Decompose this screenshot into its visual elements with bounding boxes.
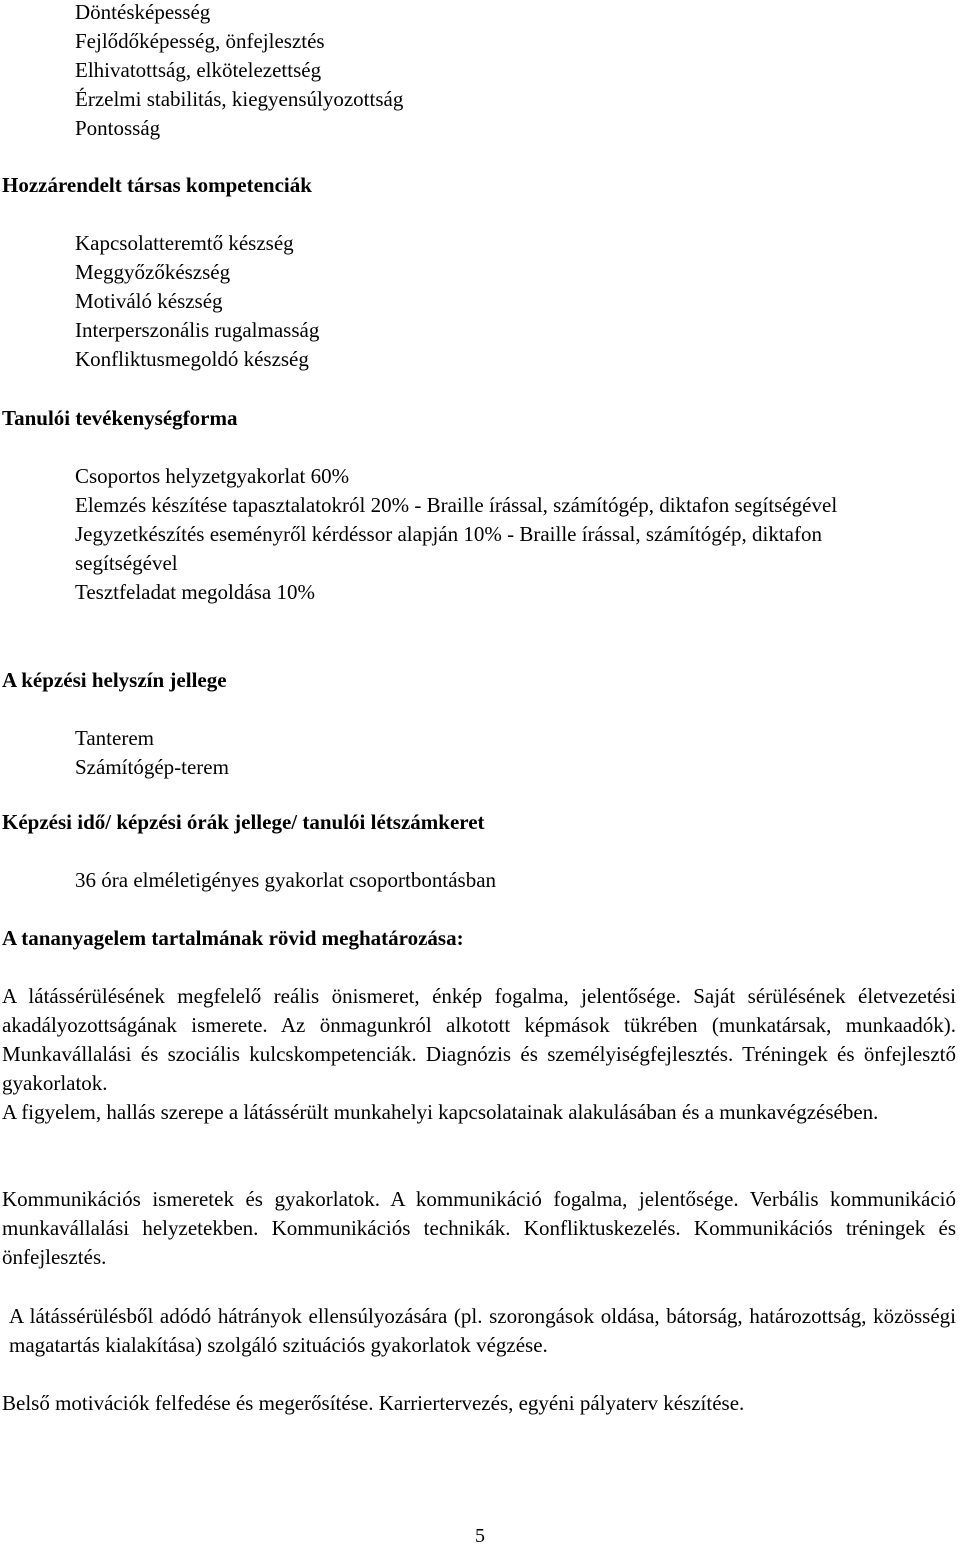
list-item: Jegyzetkészítés eseményről kérdéssor alapján 10% - Braille írással, számítógép, diktafon segítségével: [75, 522, 822, 575]
list-item: Érzelmi stabilitás, kiegyensúlyozottság: [75, 87, 404, 111]
list-item: Motiváló készség: [75, 289, 223, 313]
list-item: Tesztfeladat megoldása 10%: [75, 580, 315, 604]
list-item: Tanterem: [75, 726, 154, 750]
list-item: Elemzés készítése tapasztalatokról 20% - Braille írással, számítógép, diktafon segítségével: [75, 493, 838, 517]
list-item: Csoportos helyzetgyakorlat 60%: [75, 464, 350, 488]
list-item: Konfliktusmegoldó készség: [75, 347, 309, 371]
content-heading: A tananyagelem tartalmának rövid meghatározása:: [2, 926, 464, 950]
list-item: Pontosság: [75, 116, 161, 140]
top-competency-list: [75, 0, 403, 143]
list-item: Meggyőzőkészség: [75, 260, 231, 284]
content-paragraph: A látássérülésből adódó hátrányok ellensúlyozására (pl. szorongások oldása, bátorság, határozottság, közösségi magatartás kialakítása) szolgáló szituációs gyakorlatok végzése.: [9, 1304, 956, 1357]
list-item: 36 óra elméletigényes gyakorlat csoportbontásban: [75, 868, 497, 892]
location-list: [75, 724, 229, 782]
content-paragraph: Belső motivációk felfedése és megerősítése. Karriertervezés, egyéni pályaterv készítése.: [2, 1391, 745, 1415]
list-item: Fejlődőképesség, önfejlesztés: [75, 29, 325, 53]
training-time-list: [75, 866, 496, 895]
activity-form-heading: Tanulói tevékenységforma: [2, 406, 238, 430]
page-number: 5: [475, 1525, 485, 1547]
training-time-heading: Képzési idő/ képzési órák jellege/ tanulói létszámkeret: [2, 810, 485, 834]
content-paragraph: A látássérülésének megfelelő reális önismeret, énkép fogalma, jelentősége. Saját sérülésének életvezetési akadályozottságának ismerete. Az önmagunkról alkotott képmások tükrében (munkatársak, munkaadók). Munkavállalási és szociális kulcskompetenciák. Diagnózis és személyiségfejlesztés. Tréningek és önfejlesztő gyakorlatok.: [2, 984, 956, 1095]
content-paragraph: A figyelem, hallás szerepe a látássérült munkahelyi kapcsolatainak alakulásában és a munkavégzésében.: [2, 1100, 879, 1124]
list-item: Elhivatottság, elkötelezettség: [75, 58, 322, 82]
list-item: Kapcsolatteremtő készség: [75, 231, 294, 255]
social-competencies-heading: Hozzárendelt társas kompetenciák: [2, 173, 312, 197]
list-item: Interperszonális rugalmasság: [75, 318, 320, 342]
content-paragraph: Kommunikációs ismeretek és gyakorlatok. A kommunikáció fogalma, jelentősége. Verbális kommunikáció munkavállalási helyzetekben. Kommunikációs technikák. Konfliktuskezelés. Kommunikációs tréningek és önfejlesztés.: [2, 1187, 956, 1269]
list-item: Döntésképesség: [75, 0, 211, 24]
location-heading: A képzési helyszín jellege: [2, 668, 227, 692]
social-competency-list: [75, 229, 319, 374]
list-item: Számítógép-terem: [75, 755, 229, 779]
activity-form-list: [75, 462, 895, 607]
